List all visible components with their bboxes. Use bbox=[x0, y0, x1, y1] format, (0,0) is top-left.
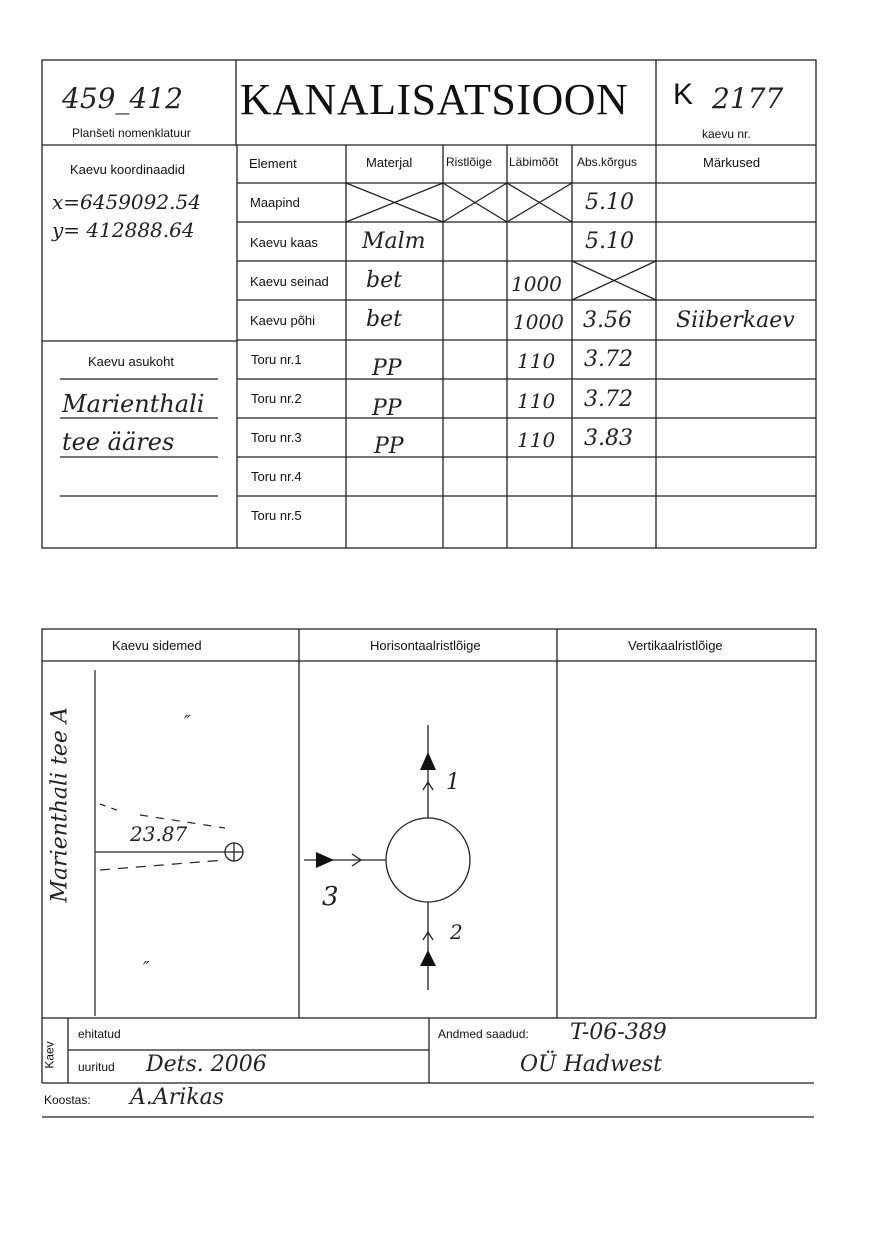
measured-value: Dets. 2006 bbox=[146, 1052, 267, 1077]
parallel-mark-top: ″ bbox=[184, 712, 191, 733]
coordinate-x: x=6459092.54 bbox=[52, 190, 201, 214]
coordinate-y: y= 412888.64 bbox=[52, 218, 195, 242]
row-notes-4: Siiberkaev bbox=[676, 308, 795, 333]
row-material-5: PP bbox=[372, 356, 402, 381]
header-diameter: Läbimõõt bbox=[509, 155, 559, 169]
measured-label: uuritud bbox=[78, 1060, 115, 1074]
nomenclature-value: 459_412 bbox=[62, 82, 183, 115]
vertical-section-header: Vertikaalristlõige bbox=[628, 638, 723, 653]
header-elevation: Abs.kõrgus bbox=[577, 155, 638, 169]
row-element-2: Kaevu kaas bbox=[250, 235, 318, 250]
row-diameter-5: 110 bbox=[517, 349, 556, 373]
pipe-3-label: 3 bbox=[322, 882, 339, 912]
row-element-5: Toru nr.1 bbox=[251, 352, 302, 367]
manhole-circle bbox=[386, 818, 470, 902]
row-element-6: Toru nr.2 bbox=[251, 391, 302, 406]
row-element-3: Kaevu seinad bbox=[250, 274, 329, 289]
row-material-4: bet bbox=[366, 307, 402, 332]
row-material-7: PP bbox=[374, 434, 404, 459]
row-material-2: Malm bbox=[362, 229, 426, 254]
row-material-3: bet bbox=[366, 268, 402, 293]
header-notes: Märkused bbox=[703, 155, 761, 170]
nomenclature-label: Planšeti nomenklatuur bbox=[72, 126, 191, 140]
row-material-6: PP bbox=[372, 396, 402, 421]
built-label: ehitatud bbox=[78, 1027, 121, 1041]
row-elevation-4: 3.56 bbox=[583, 308, 632, 333]
form-title: KANALISATSIOON bbox=[240, 75, 629, 124]
well-label: kaevu nr. bbox=[702, 127, 751, 141]
location-line-1: Marienthali bbox=[62, 390, 205, 418]
author-value: A.Arikas bbox=[130, 1085, 225, 1110]
flow-arrow-1 bbox=[420, 752, 436, 770]
header-material: Materjal bbox=[366, 155, 413, 170]
row-elevation-2: 5.10 bbox=[585, 229, 634, 254]
source-value-1: T-06-389 bbox=[570, 1020, 667, 1045]
location-line-2: tee ääres bbox=[62, 428, 175, 456]
source-value-2: OÜ Hadwest bbox=[520, 1052, 662, 1077]
row-elevation-5: 3.72 bbox=[584, 347, 633, 372]
distance-label: 23.87 bbox=[130, 822, 188, 846]
header-element: Element bbox=[249, 156, 297, 171]
row-diameter-3: 1000 bbox=[511, 272, 562, 296]
location-label: Kaevu asukoht bbox=[88, 354, 175, 369]
row-element-8: Toru nr.4 bbox=[251, 469, 302, 484]
row-elevation-6: 3.72 bbox=[584, 387, 633, 412]
row-diameter-7: 110 bbox=[517, 428, 556, 452]
road-name-label: Marienthali tee A bbox=[47, 707, 73, 903]
row-element-9: Toru nr.5 bbox=[251, 508, 302, 523]
author-label: Koostas: bbox=[44, 1093, 91, 1107]
well-prefix: K bbox=[673, 78, 694, 111]
row-diameter-6: 110 bbox=[517, 389, 556, 413]
row-elevation-7: 3.83 bbox=[584, 426, 633, 451]
flow-arrow-3 bbox=[316, 852, 334, 868]
row-elevation-1: 5.10 bbox=[585, 190, 634, 215]
row-element-7: Toru nr.3 bbox=[251, 430, 302, 445]
well-vertical-label: Kaev bbox=[42, 1041, 57, 1069]
row-element-1: Maapind bbox=[250, 195, 300, 210]
row-element-4: Kaevu põhi bbox=[250, 313, 316, 328]
row-diameter-4: 1000 bbox=[513, 310, 564, 334]
parallel-mark-bottom: ″ bbox=[143, 958, 150, 979]
coordinates-label: Kaevu koordinaadid bbox=[70, 162, 185, 177]
header-cross-section: Ristlõige bbox=[446, 155, 493, 169]
well-number: 2177 bbox=[712, 82, 784, 115]
links-header: Kaevu sidemed bbox=[112, 638, 202, 653]
source-label: Andmed saadud: bbox=[438, 1027, 529, 1041]
horizontal-section-header: Horisontaalristlõige bbox=[370, 638, 481, 653]
pipe-1-label: 1 bbox=[446, 770, 460, 795]
flow-arrow-2 bbox=[420, 950, 436, 966]
pipe-2-label: 2 bbox=[450, 920, 463, 944]
